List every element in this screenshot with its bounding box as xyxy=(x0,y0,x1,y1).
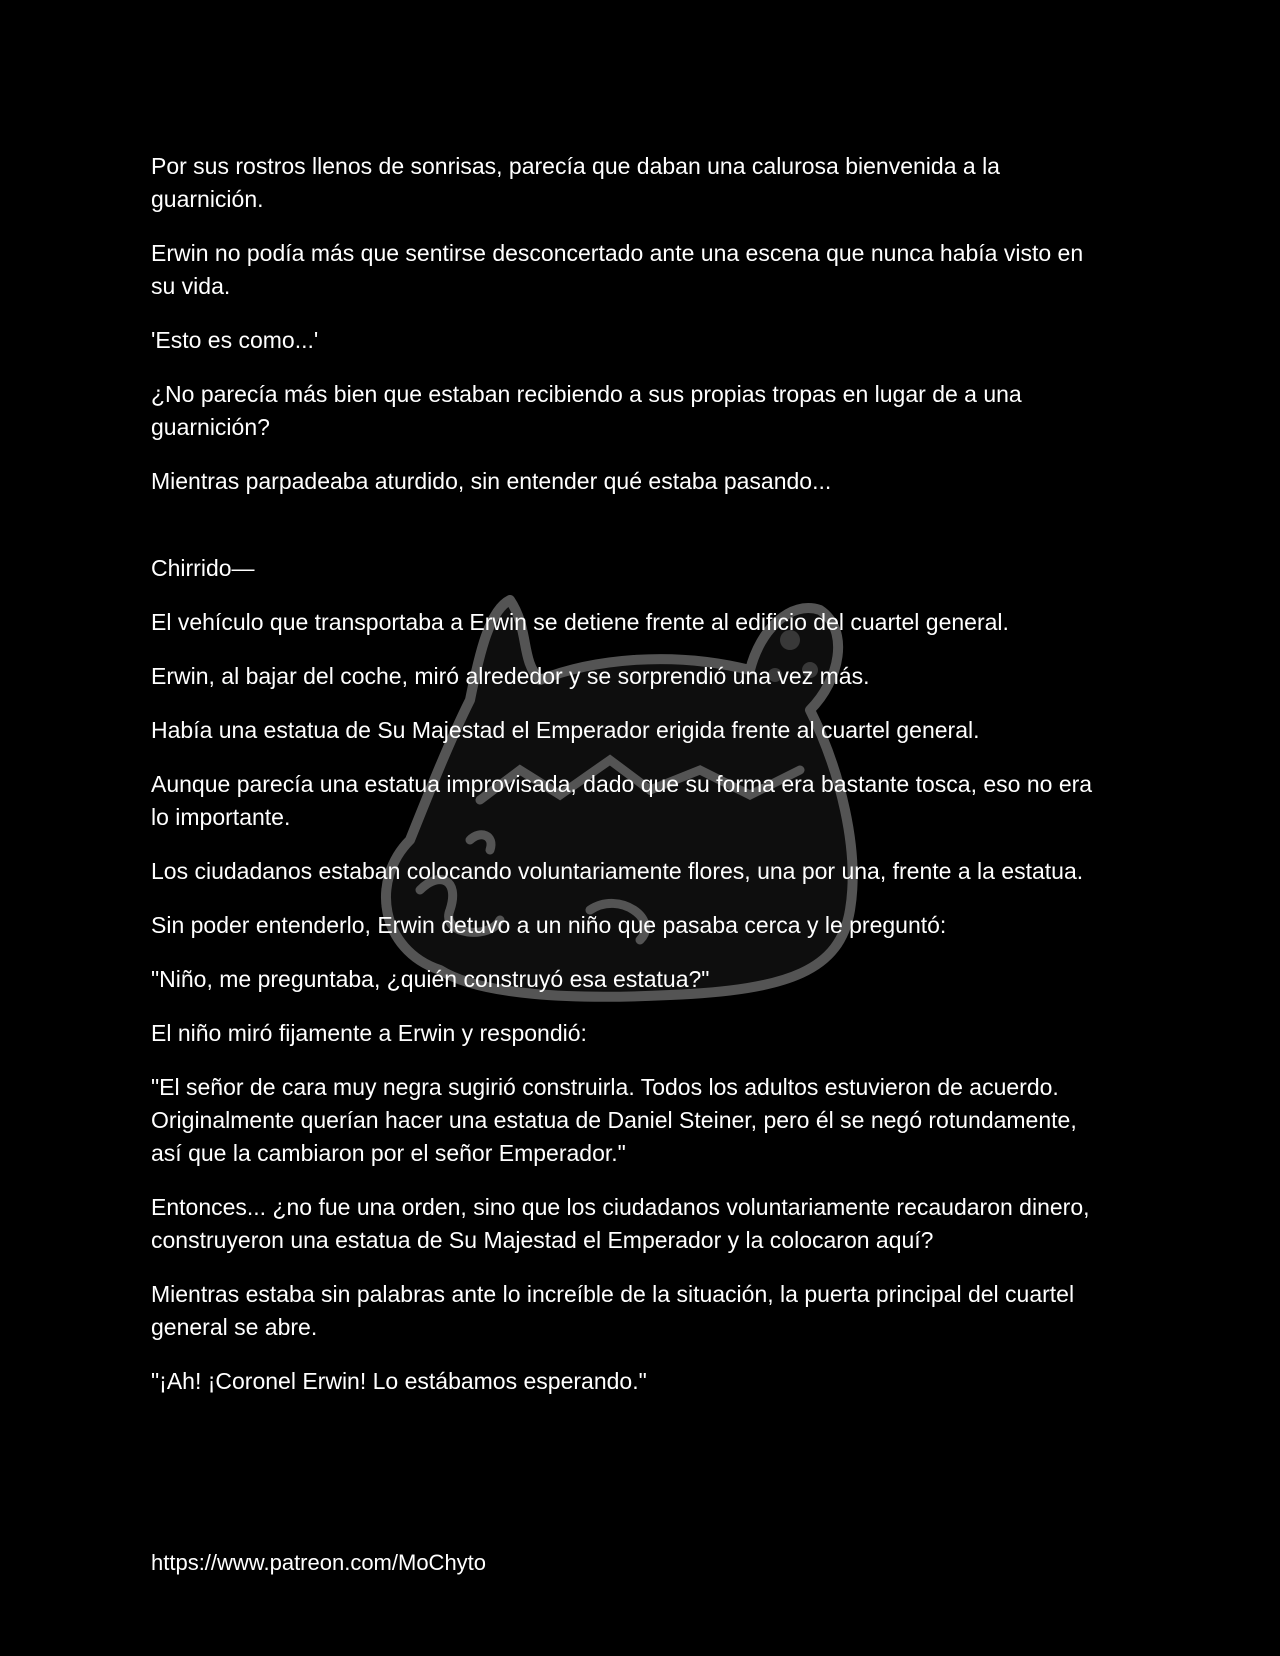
paragraph: "El señor de cara muy negra sugirió construirla. Todos los adultos estuvieron de acuerdo. Originalmente querían hacer una estatua de Daniel Steiner, pero él se negó rotundamente, así que la cambiaron por el señor Emperador." xyxy=(151,1074,1077,1166)
paragraph: Entonces... ¿no fue una orden, sino que los ciudadanos voluntariamente recaudaron dinero, construyeron una estatua de Su Majestad el Emperador y la colocaron aquí? xyxy=(151,1194,1090,1253)
paragraph: Erwin, al bajar del coche, miró alrededor y se sorprendió una vez más. xyxy=(151,663,870,689)
paragraph: Sin poder entenderlo, Erwin detuvo a un niño que pasaba cerca y le preguntó: xyxy=(151,912,947,938)
paragraph: Los ciudadanos estaban colocando voluntariamente flores, una por una, frente a la estatua. xyxy=(151,858,1084,884)
chapter-text xyxy=(151,150,1111,1419)
paragraph: Había una estatua de Su Majestad el Emperador erigida frente al cuartel general. xyxy=(151,717,980,743)
paragraph: ¿No parecía más bien que estaban recibiendo a sus propias tropas en lugar de a una guarnición? xyxy=(151,381,1022,440)
paragraph: "Niño, me preguntaba, ¿quién construyó esa estatua?" xyxy=(151,966,710,992)
patreon-link[interactable]: https://www.patreon.com/MoChyto xyxy=(151,1550,487,1575)
paragraph: "¡Ah! ¡Coronel Erwin! Lo estábamos esperando." xyxy=(151,1368,647,1394)
paragraph: Chirrido— xyxy=(151,555,255,581)
paragraph: Aunque parecía una estatua improvisada, dado que su forma era bastante tosca, eso no era lo importante. xyxy=(151,771,1093,830)
paragraph: Por sus rostros llenos de sonrisas, parecía que daban una calurosa bienvenida a la guarnición. xyxy=(151,153,1000,212)
paragraph: Mientras parpadeaba aturdido, sin entender qué estaba pasando... xyxy=(151,468,832,494)
paragraph: Mientras estaba sin palabras ante lo increíble de la situación, la puerta principal del cuartel general se abre. xyxy=(151,1281,1075,1340)
paragraph: Erwin no podía más que sentirse desconcertado ante una escena que nunca había visto en su vida. xyxy=(151,240,1084,299)
paragraph: El niño miró fijamente a Erwin y respondió: xyxy=(151,1020,587,1046)
paragraph: El vehículo que transportaba a Erwin se detiene frente al edificio del cuartel general. xyxy=(151,609,1009,635)
paragraph: 'Esto es como...' xyxy=(151,327,319,353)
